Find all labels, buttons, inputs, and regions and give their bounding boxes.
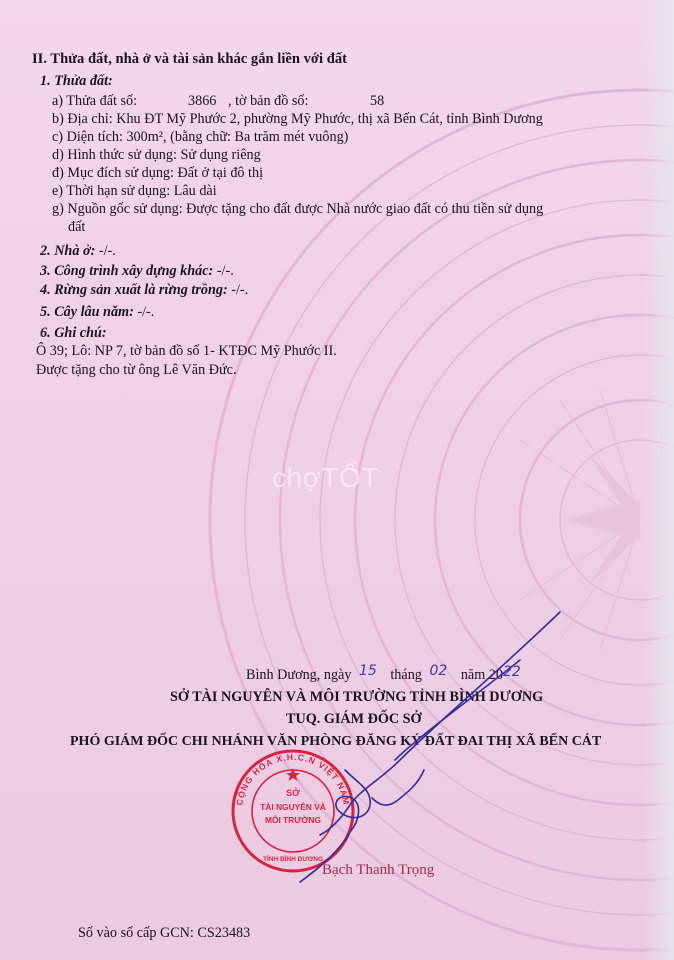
- forest-value: -/-.: [231, 282, 249, 298]
- parcel-label: a) Thửa đất số:: [52, 93, 138, 109]
- stamp-center-bot: MÔI TRƯỜNG: [265, 815, 321, 825]
- scan-edge: [644, 0, 674, 960]
- stamp-center-mid: TÀI NGUYÊN VÀ: [260, 802, 326, 812]
- map-label: , tờ bản đồ số:: [228, 93, 309, 109]
- authority-line-1: SỞ TÀI NGUYÊN VÀ MÔI TRƯỜNG TỈNH BÌNH DƯƠNG: [170, 689, 544, 705]
- works-value: -/-.: [216, 263, 234, 279]
- official-stamp: [230, 748, 356, 874]
- works-row: [40, 262, 234, 280]
- term-line: e) Thời hạn sử dụng: Lâu dài: [52, 183, 217, 199]
- use-form-line: d) Hình thức sử dụng: Sử dụng riêng: [52, 147, 261, 163]
- works-label: 3. Công trình xây dựng khác:: [40, 263, 214, 279]
- date-month-label: tháng: [390, 667, 422, 683]
- stamp-ring-text: CỘNG HÒA X.H.C.N VIỆT NAM: [234, 751, 352, 807]
- notes-heading: 6. Ghi chú:: [40, 325, 107, 341]
- trees-row: [40, 303, 154, 321]
- trees-label: 5. Cây lâu năm:: [40, 304, 134, 320]
- house-row: [40, 242, 116, 260]
- forest-row: [40, 281, 248, 299]
- chotot-watermark: chợTỐT: [272, 462, 379, 493]
- registry-number: Số vào sổ cấp GCN: CS23483: [78, 925, 251, 941]
- origin-line-2: đất: [68, 219, 86, 235]
- stamp-center-top: SỞ: [286, 788, 300, 798]
- house-label: 2. Nhà ở:: [40, 243, 96, 259]
- date-year: 22: [502, 664, 521, 680]
- date-place: Bình Dương, ngày: [246, 667, 352, 683]
- date-line: [246, 663, 521, 684]
- purpose-line: đ) Mục đích sử dụng: Đất ở tại đô thị: [52, 165, 264, 181]
- trees-value: -/-.: [137, 304, 155, 320]
- date-month: 02: [429, 663, 448, 679]
- parcel-number: 3866: [188, 93, 217, 109]
- area-line: c) Diện tích: 300m², (bằng chữ: Ba trăm mét vuông): [52, 129, 349, 145]
- origin-line-1: g) Nguồn gốc sử dụng: Được tặng cho đất được Nhà nước giao đất có thu tiền sử dụng: [52, 201, 544, 217]
- house-value: -/-.: [98, 243, 116, 259]
- address-line: b) Địa chỉ: Khu ĐT Mỹ Phước 2, phường Mỹ Phước, thị xã Bến Cát, tỉnh Bình Dương: [52, 111, 543, 127]
- forest-label: 4. Rừng sản xuất là rừng trồng:: [40, 282, 228, 298]
- notes-line-1: Ô 39; Lô: NP 7, tờ bản đồ số 1- KTĐC Mỹ Phước II.: [36, 343, 337, 359]
- authority-line-3: PHÓ GIÁM ĐỐC CHI NHÁNH VĂN PHÒNG ĐĂNG KÝ ĐẤT ĐAI THỊ XÃ BẾN CÁT: [70, 734, 602, 749]
- section-title: II. Thửa đất, nhà ở và tài sản khác gắn liền với đất: [32, 51, 347, 67]
- authority-line-2: TUQ. GIÁM ĐỐC SỞ: [286, 711, 422, 727]
- map-number: 58: [370, 93, 385, 109]
- notes-line-2: Được tặng cho từ ông Lê Văn Đức.: [36, 362, 237, 378]
- signer-name: Bạch Thanh Trọng: [322, 862, 435, 878]
- land-heading: 1. Thửa đất:: [40, 73, 113, 89]
- date-year-label: năm 20: [460, 667, 503, 683]
- stamp-bottom-text: TỈNH BÌNH DƯƠNG: [262, 856, 324, 863]
- date-day: 15: [358, 663, 377, 679]
